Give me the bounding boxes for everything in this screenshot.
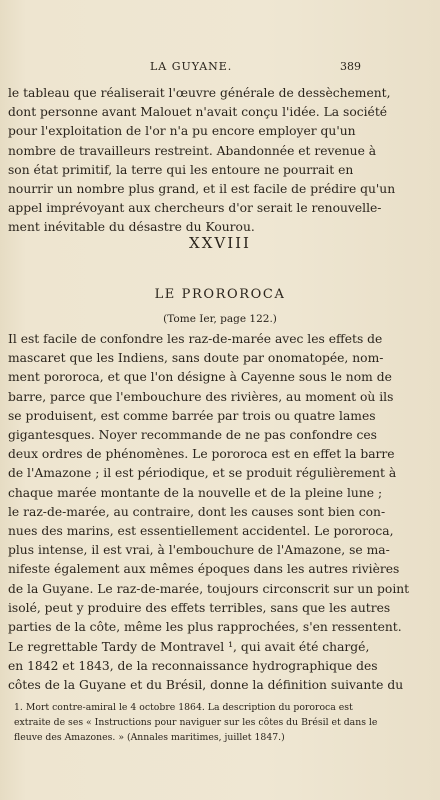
- text-line: chaque marée montante de la nouvelle et de la pleine lune ;: [8, 485, 383, 500]
- text-line: mascaret que les Indiens, sans doute par onomatopée, nom-: [8, 351, 384, 366]
- text-line: barre, parce que l'embouchure des rivières, au moment où ils: [8, 389, 394, 404]
- footnotes: [14, 700, 430, 745]
- text-line: son état primitif, la terre qui les entoure ne pourrait en: [8, 162, 354, 177]
- text-line: deux ordres de phénomènes. Le pororoca est en effet la barre: [8, 447, 395, 462]
- text-line: nombre de travailleurs restreint. Abandonnée et revenue à: [8, 143, 377, 158]
- text-line: ment pororoca, et que l'on désigne à Cayenne sous le nom de: [8, 370, 392, 385]
- text-line: plus intense, il est vrai, à l'embouchure de l'Amazone, se ma-: [8, 543, 390, 558]
- page-number: 389: [340, 60, 361, 73]
- footnote-line: 1. Mort contre-amiral le 4 octobre 1864. La description du pororoca est: [14, 702, 353, 713]
- intro-paragraph: [8, 84, 432, 238]
- page-header: [0, 60, 440, 76]
- text-line: Le regrettable Tardy de Montravel ¹, qui avait été chargé,: [8, 640, 370, 654]
- text-line: en 1842 et 1843, de la reconnaissance hydrographique des: [8, 659, 378, 674]
- text-line: le raz-de-marée, au contraire, dont les causes sont bien con-: [8, 504, 386, 519]
- text-line: ment inévitable du désastre du Kourou.: [8, 220, 255, 235]
- footnote-line: extraite de ses « Instructions pour naviguer sur les côtes du Brésil et dans le: [14, 717, 378, 728]
- text-line: dont personne avant Malouet n'avait conçu l'idée. La société: [8, 105, 388, 120]
- text-line: appel imprévoyant aux chercheurs d'or serait le renouvelle-: [8, 201, 382, 216]
- chapter-title: LE PROROROCA: [154, 287, 286, 302]
- second-paragraph: [8, 638, 432, 696]
- footnote-line: fleuve des Amazones. » (Annales maritimes, juillet 1847.): [14, 732, 285, 743]
- text-line: de la Guyane. Le raz-de-marée, toujours circonscrit sur un point: [8, 581, 410, 596]
- text-line: gigantesques. Noyer recommande de ne pas confondre ces: [8, 428, 377, 443]
- text-line: isolé, peut y produire des effets terribles, sans que les autres: [8, 600, 391, 615]
- main-paragraph: [8, 330, 432, 637]
- text-line: Il est facile de confondre les raz-de-marée avec les effets de: [8, 332, 383, 346]
- text-line: côtes de la Guyane et du Brésil, donne la définition suivante du: [8, 678, 404, 693]
- text-line: parties de la côte, même les plus rapprochées, s'en ressentent.: [8, 620, 402, 635]
- chapter-number: XXVIII: [189, 234, 251, 252]
- text-line: nifeste également aux mêmes époques dans les autres rivières: [8, 562, 400, 577]
- text-line: de l'Amazone ; il est périodique, et se produit régulièrement à: [8, 466, 397, 481]
- text-line: se produisent, est comme barrée par trois ou quatre lames: [8, 408, 376, 423]
- running-title: LA GUYANE.: [150, 60, 233, 73]
- text-line: pour l'exploitation de l'or n'a pu encore employer qu'un: [8, 124, 356, 139]
- text-line: nourrir un nombre plus grand, et il est facile de prédire qu'un: [8, 182, 396, 197]
- chapter-reference: (Tome Ier, page 122.): [163, 313, 277, 325]
- text-line: le tableau que réaliserait l'œuvre générale de dessèchement,: [8, 86, 391, 100]
- text-line: nues des marins, est essentiellement accidentel. Le pororoca,: [8, 524, 394, 539]
